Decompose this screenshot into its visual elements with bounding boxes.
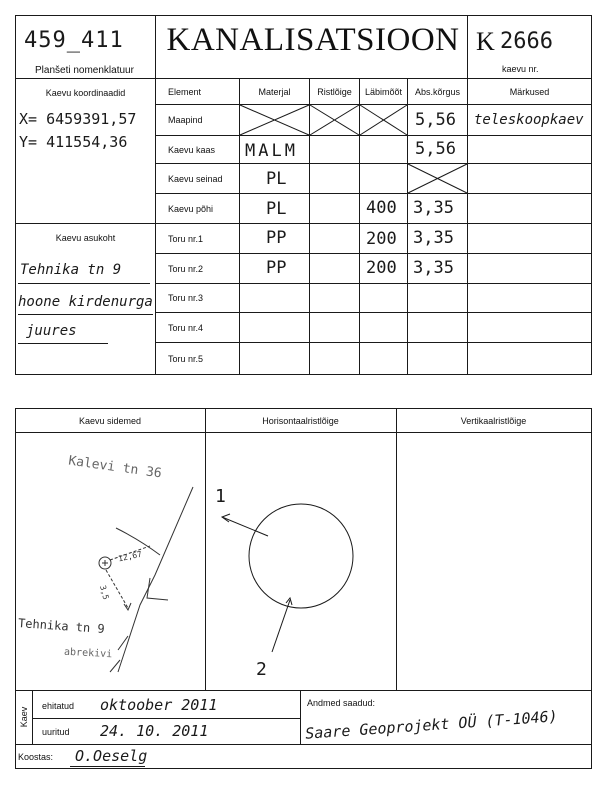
kaas-abs: 5,56 [415,139,456,159]
col-header-abs-korgus: Abs.kõrgus [414,86,461,97]
footer-side-label: Kaev [19,706,29,728]
toru1-labimoot: 200 [366,229,397,249]
measured-value: 24. 10. 2011 [100,722,209,740]
coordinates-label: Kaevu koordinaadid [45,88,126,98]
plansheet-label: Planšeti nomenklatuur [35,65,134,76]
measured-label: uuritud [42,727,70,737]
row-label-toru-1: Toru nr.1 [168,233,204,244]
sketch-street-label: Kalevi tn 36 [67,453,163,482]
row-label-kaevu-pohi: Kaevu põhi [168,203,214,214]
sketch-building-note: abrekivi [63,646,113,661]
pipe-label-1: 1 [215,486,226,507]
row-label-kaevu-seinad: Kaevu seinad [168,173,223,184]
seinad-materjal: PL [266,169,287,189]
data-source-label: Andmed saadud: [307,698,376,708]
coordinate-y: Y= 411554,36 [19,133,128,151]
pipe-label-2: 2 [256,659,267,680]
toru2-labimoot: 200 [366,258,397,278]
pohi-abs: 3,35 [413,198,454,218]
toru2-abs: 3,35 [413,258,454,278]
pohi-materjal: PL [266,199,287,219]
location-label: Kaevu asukoht [55,233,116,243]
built-value: oktoober 2011 [100,696,218,714]
well-prefix: K [476,27,495,56]
col-header-ristloige: Ristlõige [317,86,352,97]
location-line-2: hoone kirdenurga [18,294,153,310]
row-label-toru-4: Toru nr.4 [168,322,204,333]
sketch-distance-1: 12,67 [117,549,143,564]
row-label-toru-5: Toru nr.5 [168,353,204,364]
maapind-abs: 5,56 [415,110,456,130]
compiler-label: Koostas: [18,752,54,762]
toru1-materjal: PP [266,228,287,248]
plansheet-number: 459_411 [24,28,124,53]
data-source-value: Saare Geoprojekt OÜ (T-1046) [304,707,559,743]
section-label-sidemed: Kaevu sidemed [78,416,142,426]
row-label-kaevu-kaas: Kaevu kaas [168,144,216,155]
sketch-distance-2: 3,5 [98,584,111,601]
col-header-labimoot: Läbimõõt [364,86,403,97]
col-header-materjal: Materjal [258,86,291,97]
well-number: 2666 [500,29,553,54]
section-label-horizontal: Horisontaalristlõige [262,416,339,426]
row-label-maapind: Maapind [168,115,203,125]
row-label-toru-2: Toru nr.2 [168,263,204,274]
location-line-1: Tehnika tn 9 [20,262,122,278]
toru1-abs: 3,35 [413,228,454,248]
col-header-markused: Märkused [509,86,550,97]
coordinate-x: X= 6459391,57 [19,110,137,128]
row-label-toru-3: Toru nr.3 [168,293,204,303]
toru2-materjal: PP [266,258,287,278]
built-label: ehitatud [42,701,75,711]
location-line-3: juures [26,323,77,339]
compiler-value: O.Oeselg [75,747,148,765]
maapind-markused: teleskoopkaev [474,112,584,128]
kaas-materjal: MALM [245,141,298,161]
page-title: KANALISATSIOON [166,22,460,58]
pohi-labimoot: 400 [366,198,397,218]
sketch-building-label: Tehnika tn 9 [17,615,106,637]
well-number-label: kaevu nr. [502,64,539,74]
col-header-element: Element [168,86,202,97]
section-label-vertical: Vertikaalristlõige [460,416,527,426]
